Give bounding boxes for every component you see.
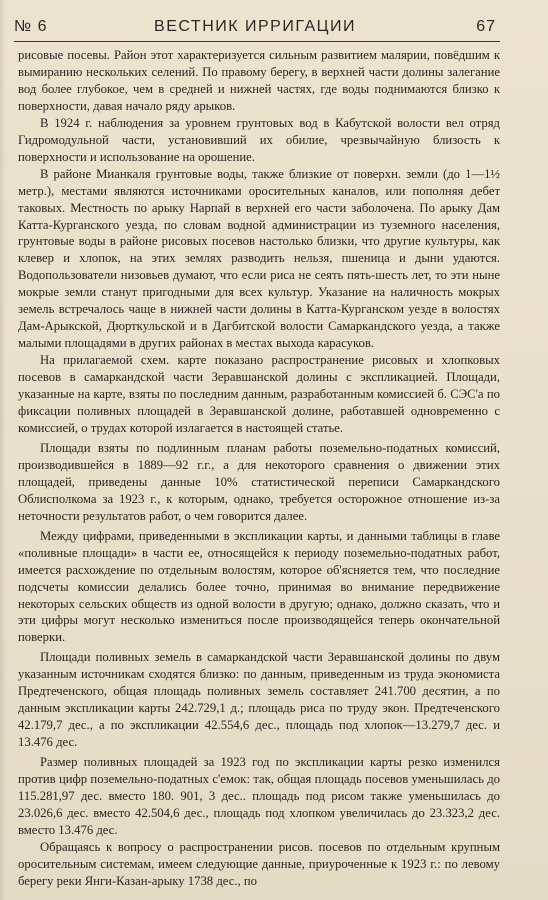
- paragraph-5: Площади взяты по подлинным планам работы поземельно-податных комиссий, производившейся в 1889—92 г.г., а для некоторого сравнения о движении этих площадей, приведены данные 10% статистической переписи Самаркандского Облисполкома за 1923 г., к которым, однако, требуется осторожное отношение из-за неточности результатов работ, о чем говорится далее.: [18, 440, 500, 523]
- paragraph-6: Между цифрами, приведенными в экспликации карты, и данными таблицы в главе «поливные площади» в части ее, относящейся к периоду поземельно-податных работ, имеется расхождение по отдельным волостям, которое об'ясняется тем, что последние подсчеты комиссии делались более точно, принимая во внимание передвижение некоторых сельских обществ из одной волости в другую; однако, должно сказать, что и эти цифры могут несколько измениться после производящейся теперь окончательной поверки.: [18, 528, 500, 645]
- paragraph-2: В 1924 г. наблюдения за уровнем грунтовых вод в Кабутской волости вел отряд Гидромодульной части, установивший их обилие, чрезвычайную близость к поверхности и использование на орошение.: [18, 115, 500, 164]
- paragraph-9: Обращаясь к вопросу о распространении рисов. посевов по отдельным крупным оросительным системам, имеем следующие данные, приуроченные к 1923 г.: по левому берегу реки Янги-Казан-арыку 1738 дес., по: [18, 839, 500, 888]
- paragraph-7: Площади поливных земель в самаркандской части Зеравшанской долины по двум указанным источникам сходятся близко: по данным, приведенным из труда экономиста Предтеченского, общая площадь поливных земель составляет 241.700 десятин, а по данным экспликации карты 242.729,1 д.; площадь риса по труду экон. Предтеченского 42.179,7 дес., а по экспликации 42.554,6 дес., площадь под хлопок—13.279,7 дес. и 13.476 дес.: [18, 650, 500, 750]
- page-edge-shadow: [0, 0, 6, 900]
- paragraph-3: В районе Мианкаля грунтовые воды, также близкие от поверхн. земли (до 1—1½ метр.), местами являются источниками оросительных каналов, или пополняя дебет таковых. Местность по арыку Нарпай в верхней его части заболочена. По арыку Дам Катта-Курганского уезда, по словам водной администрации из туземного населения, грунтовые воды в районе рисовых посевов настолько близки, что другие культуры, как клевер и хлопок, на этих землях разводить нельзя, пшеница и дыни удаются. Водопользователи низовьев думают, что если риса не сеять пять-шесть лет, то эти ныне мокрые земли станут пригодными для всех культур. Указание на наличность мокрых земель встречалось чаще в нижней части долины в Катта-Курганском уезде в волостях Дам-Арыкской, Дюрткульской и в Дагбитской волости Самаркандского уезда, а также малыми площадями в других районах в местах выхода карасуков.: [18, 166, 500, 351]
- paragraph-8: Размер поливных площадей за 1923 год по экспликации карты резко изменился против цифр поземельно-податных с'емок: так, общая площадь посевов уменьшилась до 115.281,97 дес. вместо 180. 901, 3 дес.. площадь под рисом также уменьшилась до 23.026,6 дес. вместо 42.504,6 дес., площадь под хлопком увеличилась до 23.323,2 дес. вместо 13.476 дес.: [18, 755, 500, 837]
- paragraph-4: На прилагаемой схем. карте показано распространение рисовых и хлопковых посевов в самаркандской части Зеравшанской долины с экспликацией. Площади, указанные на карте, взяты по последним данным, разработанным комиссией б. СЭС'а по фиксации поливных площадей в Зеравшанской долине, работавшей одновременно с комиссией, о трудах которой излагается в настоящей статье.: [18, 353, 500, 435]
- article-body: [18, 47, 500, 890]
- running-header: [14, 14, 496, 40]
- header-rule: [14, 41, 500, 42]
- issue-number: № 6: [14, 18, 48, 35]
- page-number: 67: [476, 18, 496, 35]
- paragraph-1: рисовые посевы. Район этот характеризуется сильным развитием малярии, повёдшим к вымиранию нескольких селений. По правому берегу, в верхней части долины залегание вод более глубокое, чем в средней и нижней частях, где воды поднимаются близко к поверхности, давая начало ряду арыков.: [18, 48, 500, 113]
- journal-title: ВЕСТНИК ИРРИГАЦИИ: [154, 18, 356, 35]
